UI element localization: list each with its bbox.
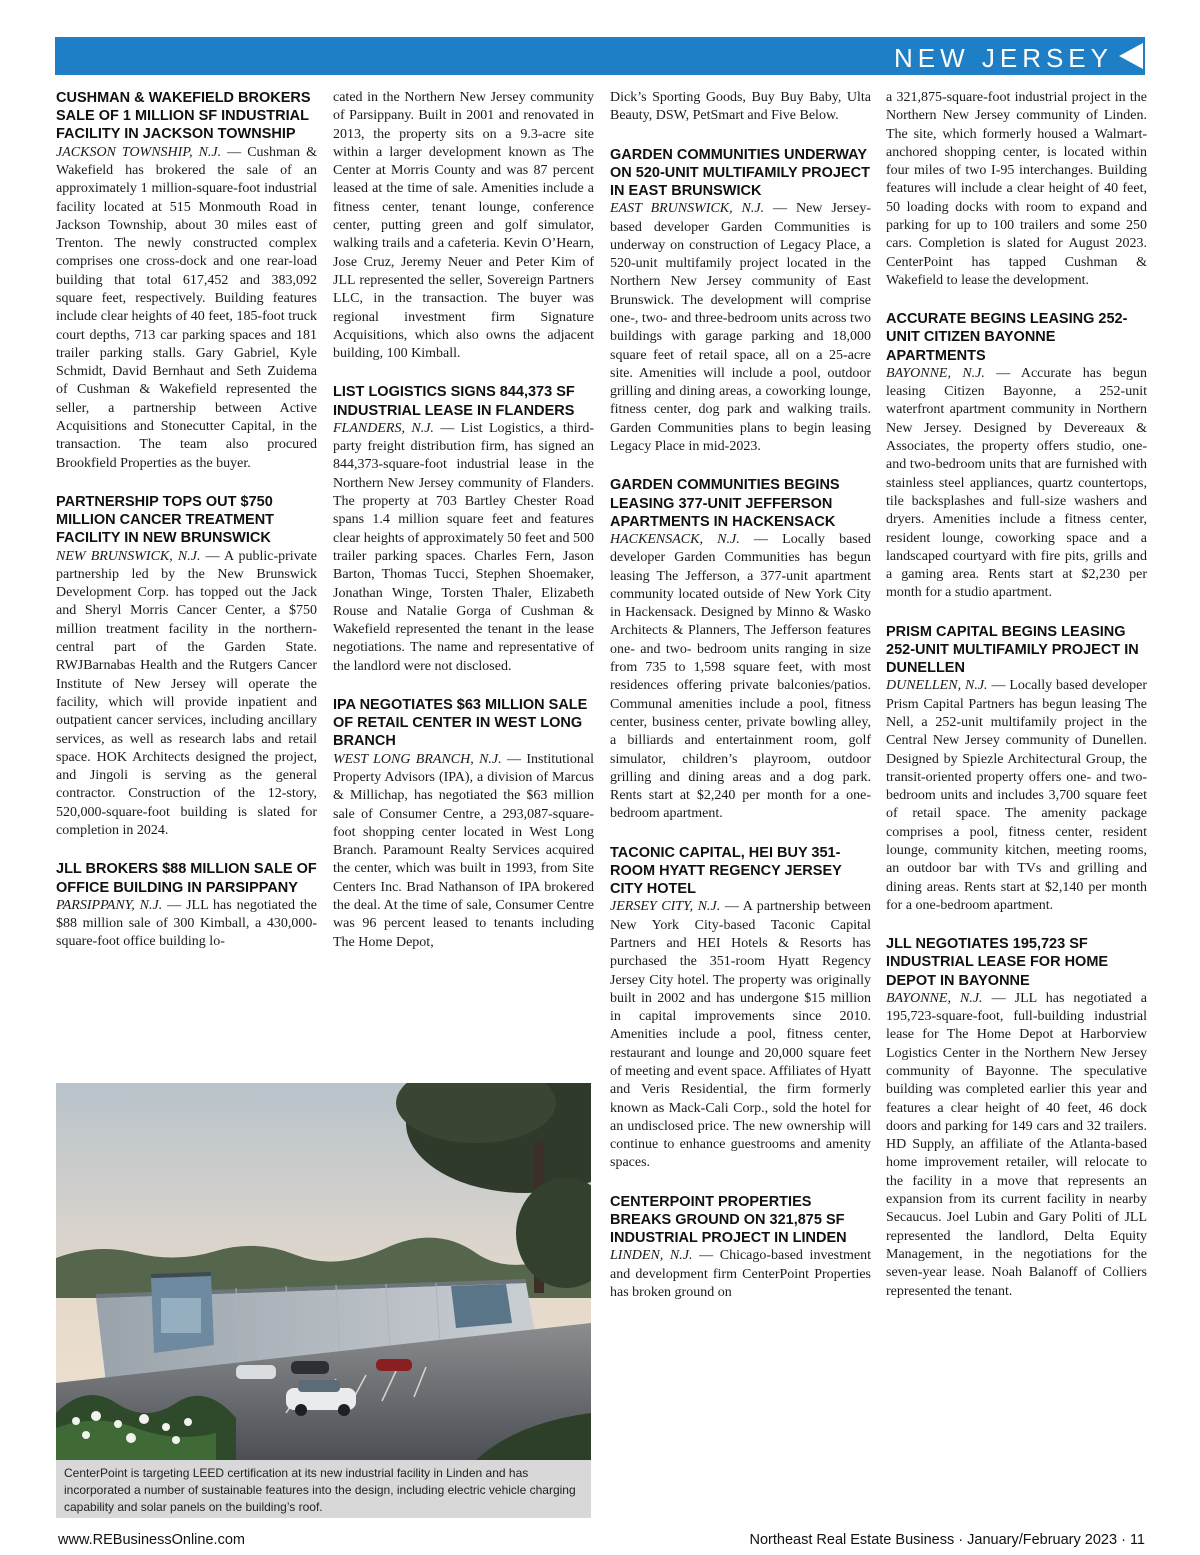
article-body <box>886 365 1147 603</box>
facility-rendering-illustration <box>56 1083 591 1460</box>
article-jll-parsippany-continued <box>333 89 594 363</box>
article-accurate-bayonne <box>886 310 1147 602</box>
article-headline: JLL NEGOTIATES 195,723 SF INDUSTRIAL LEASE FOR HOME DEPOT IN BAYONNE <box>886 936 1109 989</box>
article-continuation: cated in the Northern New Jersey community of Parsippany. Built in 2001 and renovated in 2013, the property sits on a 9.3-acre site within a larger development known as The Center at Morris County and was 87 percent leased at the time of sale. Amenities include a fitness center, tenant lounge, conference center, putting green and golf simulator, walking trails and a cafeteria. Kevin O’Hearn, Jose Cruz, Jeremy Neuer and Peter Kim of JLL represented the seller, Sovereign Partners LLC, in the transaction. The buyer was regional investment firm Signature Acquisitions, which also owns the adjacent building, 100 Kimball. <box>333 90 594 362</box>
article-dateline: BAYONNE, N.J. <box>886 365 985 381</box>
article-text: — A partnership between New York City-based Taconic Capital Partners and HEI Hotels & Resorts has purchased the 351-room Hyatt Regency Jersey City hotel. The property was originally built in 2002 and has undergone $15 million in capital improvements since 2010. Amenities include a pool, fitness center, restaurant and lounge and 20,000 square feet of meeting and event space. Affiliates of Hyatt and Veris Residential, the firm formerly known as Mack-Cali Corp., sold the hotel for an undisclosed price. The new ownership will continue to enhance guestrooms and amenity spaces. <box>610 899 871 1171</box>
article-text: — New Jersey-based developer Garden Communities is underway on construction of Legacy Place, a 520-unit multifamily project located in the Northern New Jersey community of East Brunswick. The development will comprise one-, two- and three-bedroom units across two buildings with garage parking and 18,000 square feet of retail space, all on a 25-acre site. Amenities will include a pool, outdoor grilling and dining areas, a coworking lounge, fitness center, dog park and walking trails. Garden Communities plans to begin leasing Legacy Place in mid-2023. <box>610 201 871 455</box>
article-jll-home-depot <box>886 935 1147 1301</box>
section-title: NEW JERSEY <box>893 43 1113 73</box>
photo-caption: CenterPoint is targeting LEED certification at its new industrial facility in Linden and has incorporated a number of sustainable features into the design, including electric vehicle charging capability and solar panels on the building’s roof. <box>56 1460 591 1518</box>
article-taconic-hyatt <box>610 844 871 1173</box>
article-body <box>886 677 1147 915</box>
footer-issue: January/February 2023 <box>967 1532 1118 1548</box>
article-dateline: DUNELLEN, N.J. <box>886 678 988 694</box>
article-dateline: JACKSON TOWNSHIP, N.J. <box>56 144 222 160</box>
industrial-facility-photo <box>56 1083 591 1460</box>
article-body <box>56 897 317 952</box>
article-dateline: BAYONNE, N.J. <box>886 990 983 1006</box>
article-garden-hackensack <box>610 476 871 823</box>
article-headline: ACCURATE BEGINS LEASING 252-UNIT CITIZEN BAYONNE APARTMENTS <box>886 311 1128 364</box>
article-text: — A public-private partnership led by the New Brunswick Development Corp. has topped out the Jack and Sheryl Morris Cancer Center, a $750 million treatment facility in the northern-central part of the Garden State. RWJBarnabas Health and the Rutgers Cancer Institute of New Jersey will operate the facility, which will provide inpatient and outpatient cancer services, including ancillary services, as well as research labs and retail space. HOK Architects designed the project, and Jingoli is serving as the general contractor. Construction of the 12-story, 520,000-square-foot building is slated for completion in 2024. <box>56 548 318 839</box>
article-text: — Locally based developer Prism Capital Partners has begun leasing The Nell, a 252-unit multifamily project in the Central New Jersey community of Dunellen. Designed by Spiezle Architectural Group, the transit-oriented property offers one- and two-bedroom units and includes 3,700 square feet of retail space. The amenity package comprises a pool, fitness center, resident lounge, community kitchen, meeting rooms, an outdoor bar with TVs and grilling and dining areas. Rents start at $2,140 per month for a one-bedroom apartment. <box>886 678 1148 913</box>
article-headline: LIST LOGISTICS SIGNS 844,373 SF INDUSTRIAL LEASE IN FLANDERS <box>333 384 575 419</box>
article-text: — JLL has negotiated the $88 million sale of 300 Kimball, a 430,000-square-foot office building lo- <box>56 897 317 950</box>
article-dateline: HACKENSACK, N.J. <box>610 531 740 547</box>
article-headline: JLL BROKERS $88 MILLION SALE OF OFFICE BUILDING IN PARSIPPANY <box>56 861 317 896</box>
footer-separator: · <box>954 1532 968 1548</box>
column-4 <box>886 89 1147 1301</box>
column-1 <box>56 89 317 952</box>
article-text: — Locally based developer Garden Communities has begun leasing The Jefferson, a 377-unit apartment community located outside of New York City in Hackensack. Designed by Minno & Wasko Architects & Planners, The Jefferson features one- and two- bedroom units ranging in size from 735 to 1,598 square feet, with most residences offering private balconies/patios. Communal amenities include a pool, fitness center, business center, private bowling alley, a billiards and entertainment room, golf simulator, children’s playroom, outdoor grilling and dining areas and a dog park. Rents start at $2,240 per month for a one-bedroom apartment. <box>610 531 871 822</box>
article-body <box>610 531 871 824</box>
article-headline: CENTERPOINT PROPERTIES BREAKS GROUND ON 321,875 SF INDUSTRIAL PROJECT IN LINDEN <box>610 1193 847 1247</box>
article-headline: PARTNERSHIP TOPS OUT $750 MILLION CANCER TREATMENT FACILITY IN NEW BRUNSWICK <box>56 493 275 547</box>
article-body <box>56 144 317 473</box>
article-body <box>56 548 317 841</box>
article-dateline: WEST LONG BRANCH, N.J. <box>333 751 502 767</box>
footer-publication: Northeast Real Estate Business <box>749 1532 955 1548</box>
article-text: — List Logistics, a third-party freight distribution firm, has signed an 844,373-square-foot industrial lease in the Northern New Jersey community of Flanders. The property at 703 Bartley Chester Road spans 1.4 million square feet and features clear heights of approximately 50 feet and 500 trailer parking spaces. Charles Fern, Jason Barton, Thomas Tucci, Stephen Shoemaker, Jonathan Winge, Torsten Thaler, Elizabeth Rouse and Natalie Gorga of Cushman & Wakefield represented the tenant in the lease negotiations. The name and representative of the landlord were not disclosed. <box>333 420 594 674</box>
article-list-logistics <box>333 383 594 676</box>
article-dateline: LINDEN, N.J. <box>610 1248 693 1264</box>
article-prism-dunellen <box>886 623 1147 915</box>
article-centerpoint-continued <box>886 89 1147 290</box>
article-headline: IPA NEGOTIATES $63 MILLION SALE OF RETAIL CENTER IN WEST LONG BRANCH <box>333 697 588 750</box>
article-text: — Accurate has begun leasing Citizen Bayonne, a 252-unit waterfront apartment community in Northern New Jersey. Designed by Devereaux & Associates, the property offers studio, one- and two-bedroom units that are furnished with stainless steel appliances, quartz countertops, tile backsplashes and full-size washers and dryers. Amenities include a fitness center, resident lounge, coworking space and a landscaped courtyard with fire pits, grills and a gaming area. Rents start at $2,230 per month for a studio apartment. <box>886 365 1147 601</box>
article-body <box>610 898 871 1172</box>
article-body <box>333 751 594 952</box>
column-2 <box>333 89 594 952</box>
article-continuation: Dick’s Sporting Goods, Buy Buy Baby, Ulta Beauty, DSW, PetSmart and Five Below. <box>610 90 871 124</box>
article-text: — JLL has negotiated a 195,723-square-foot, full-building industrial lease for The Home Depot at Harborview Logistics Center in the Northern New Jersey community of Bayonne. The speculative building was completed earlier this year and features a clear height of 40 feet, 46 dock doors and parking for 149 cars and 32 trailers. HD Supply, an affiliate of the Atlanta-based home improvement retailer, will relocate to the facility in a move that represents an expansion from its current facility in nearby Secaucus. Joel Lubin and Gary Politi of JLL represented the landlord, Delta Equity Management, in the negotiations for the seven-year lease. Noah Balanoff of Colliers represented the tenant. <box>886 990 1148 1299</box>
footer-separator: · <box>1117 1532 1130 1548</box>
article-dateline: FLANDERS, N.J. <box>333 420 434 436</box>
article-body <box>333 420 594 676</box>
article-jll-parsippany <box>56 860 317 951</box>
footer-website: www.REBusinessOnline.com <box>58 1532 245 1548</box>
column-3 <box>610 89 871 1302</box>
article-headline: GARDEN COMMUNITIES BEGINS LEASING 377-UNIT JEFFERSON APARTMENTS IN HACKENSACK <box>610 477 840 530</box>
article-dateline: PARSIPPANY, N.J. <box>56 897 163 913</box>
article-text: — Institutional Property Advisors (IPA), a division of Marcus & Millichap, has negotiated the $63 million sale of Consumer Centre, a 293,087-square-foot shopping center located in West Long Branch. Paramount Realty Services acquired the center, which was built in 1993, from Site Centers Inc. Brad Nathanson of IPA brokered the deal. At the time of sale, Consumer Centre was 96 percent leased to tenants including The Home Depot, <box>333 751 594 950</box>
article-headline: TACONIC CAPITAL, HEI BUY 351-ROOM HYATT REGENCY JERSEY CITY HOTEL <box>610 844 842 898</box>
article-ipa-continued <box>610 89 871 126</box>
article-cushman-jackson <box>56 89 317 473</box>
footer-publication-info <box>750 1532 1145 1548</box>
article-dateline: NEW BRUNSWICK, N.J. <box>56 548 201 564</box>
article-dateline: EAST BRUNSWICK, N.J. <box>610 201 765 217</box>
article-headline: PRISM CAPITAL BEGINS LEASING 252-UNIT MULTIFAMILY PROJECT IN DUNELLEN <box>886 623 1139 677</box>
article-partnership-cancer-center <box>56 493 317 840</box>
article-text: — Cushman & Wakefield has brokered the sale of an approximately 1 million-square-foot industrial facility located at 515 Monmouth Road in Jackson Township, about 30 miles east of Trenton. The newly constructed complex comprises one cross-dock and one rear-load building that total 617,452 and 383,092 square feet, respectively. Building features include clear heights of 40 feet, 185-foot truck court depths, 713 car parking spaces and 181 trailer parking stalls. Gary Gabriel, Kyle Schmidt, David Bernhaut and Seth Zuidema of Cushman & Wakefield represented the seller, a partnership between Active Acquisitions and Stonecutter Capital, in the transaction. The team also procured Brookfield Properties as the buyer. <box>56 144 318 471</box>
article-headline: GARDEN COMMUNITIES UNDERWAY ON 520-UNIT MULTIFAMILY PROJECT IN EAST BRUNSWICK <box>610 146 870 199</box>
article-body <box>886 990 1147 1301</box>
triangle-arrow-icon <box>1119 43 1143 69</box>
footer-page-number: 11 <box>1129 1532 1145 1548</box>
article-body <box>610 200 871 456</box>
article-text: — Chicago-based investment and development firm CenterPoint Properties has broken ground on <box>610 1248 871 1300</box>
article-body <box>610 1247 871 1302</box>
article-headline: CUSHMAN & WAKEFIELD BROKERS SALE OF 1 MILLION SF INDUSTRIAL FACILITY IN JACKSON TOWNSHIP <box>56 90 311 143</box>
article-continuation: a 321,875-square-foot industrial project in the Northern New Jersey community of Linden. The site, which formerly housed a Walmart-anchored shopping center, is located within four miles of two I-95 interchanges. Building features will include a clear height of 40 feet, 50 loading docks with room to expand and parking for up to 100 trailers and some 250 cars. Completion is slated for August 2023. CenterPoint has tapped Cushman & Wakefield to lease the development. <box>886 90 1147 288</box>
article-garden-east-brunswick <box>610 146 871 457</box>
article-dateline: JERSEY CITY, N.J. <box>610 899 721 915</box>
article-centerpoint-linden <box>610 1193 871 1303</box>
section-banner <box>55 37 1145 75</box>
article-ipa-west-long-branch <box>333 696 594 952</box>
